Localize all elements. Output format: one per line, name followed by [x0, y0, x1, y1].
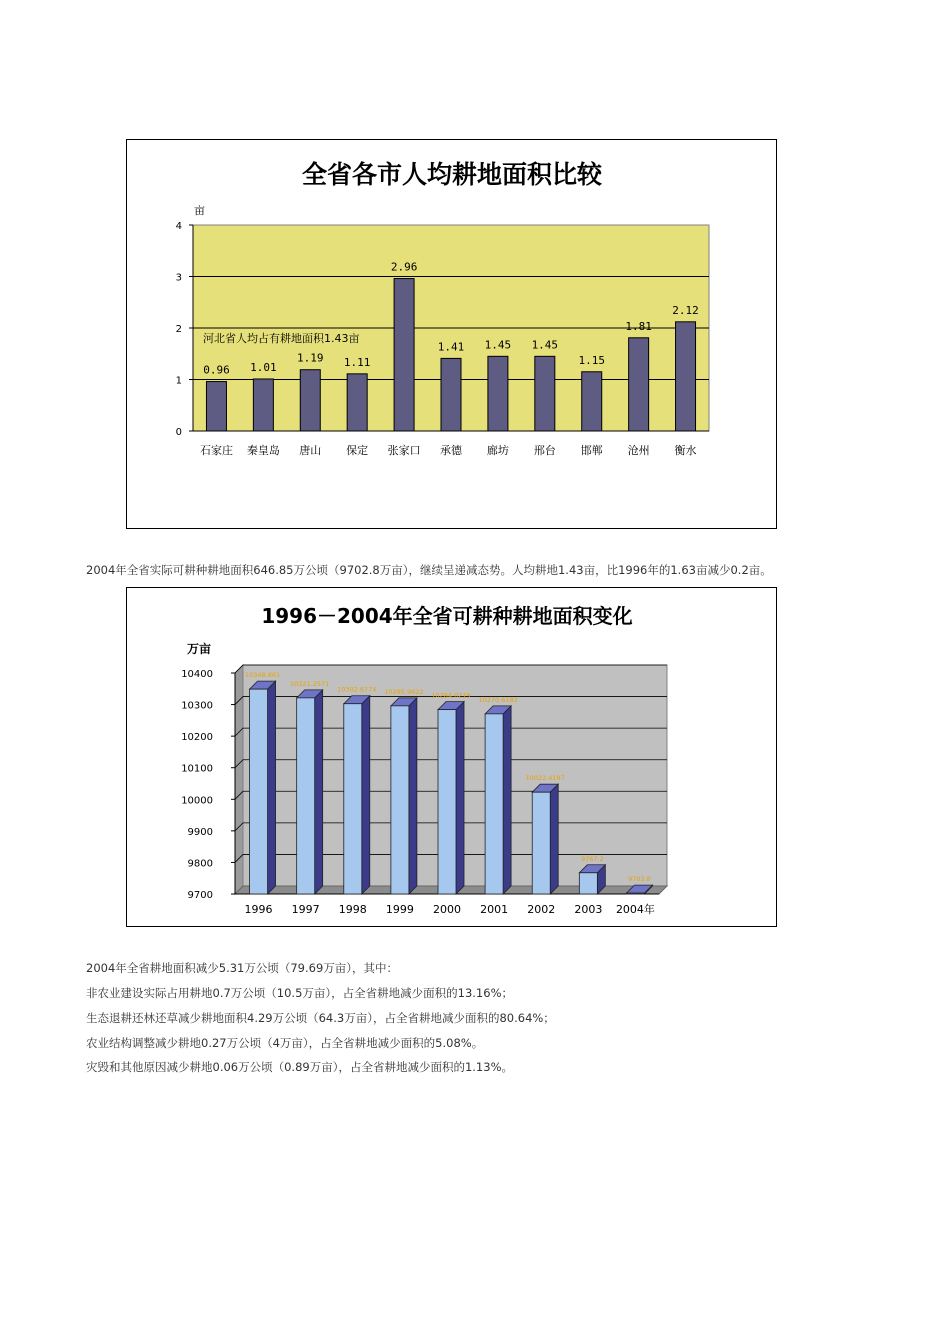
y-tick-label: 9700	[187, 890, 213, 901]
bar	[532, 792, 550, 894]
y-tick-label: 10300	[181, 700, 213, 712]
y-tick-label: 10000	[181, 795, 213, 807]
bar	[438, 710, 456, 894]
x-tick-label: 1999	[385, 903, 414, 916]
bar-value-label: 10270.6182	[478, 695, 518, 704]
bar-side	[456, 702, 464, 894]
bar-value-label: 10321.2571	[290, 679, 330, 688]
bar-value-label: 1.01	[250, 360, 277, 374]
bar	[535, 356, 555, 431]
x-tick-label: 1996	[244, 903, 273, 916]
bar-value-label: 1.45	[484, 338, 512, 352]
x-tick-label: 2001	[480, 903, 509, 916]
x-tick-label: 2002	[527, 903, 556, 916]
x-tick-label: 1998	[338, 903, 367, 916]
chart-frame-farmland-trend	[126, 587, 777, 927]
bar	[488, 356, 508, 431]
paragraph-summary: 2004年全省实际可耕种耕地面积646.85万公顷（9702.8万亩），继续呈递减态势。人均耕地1.43亩，比1996年的1.63亩减少0.2亩。	[86, 563, 772, 577]
bar-side	[503, 706, 511, 894]
bar-value-label: 10295.9622	[384, 687, 424, 696]
y-tick-label: 4	[175, 221, 182, 232]
x-tick-label: 廊坊	[486, 444, 509, 457]
bar-value-label: 1.81	[625, 319, 652, 333]
bar	[250, 689, 268, 894]
x-tick-label: 唐山	[299, 444, 322, 457]
paragraph-ecological-return: 生态退耕还林还草减少耕地面积4.29万公顷（64.3万亩），占全省耕地减少面积的80.64%；	[86, 1011, 555, 1025]
bar-value-label: 9767.2	[580, 854, 604, 863]
bar	[297, 698, 315, 894]
bar	[347, 374, 367, 431]
x-tick-label: 张家口	[387, 444, 421, 457]
bar	[582, 372, 602, 431]
paragraph-nonagri-construction: 非农业建设实际占用耕地0.7万公顷（10.5万亩），占全省耕地减少面积的13.16%；	[86, 986, 513, 1000]
bar-value-label: 1.19	[297, 351, 324, 365]
bar	[579, 873, 597, 894]
bar	[206, 382, 226, 431]
bar-value-label: 1.41	[437, 340, 465, 354]
paragraph-structure-adjust: 农业结构调整减少耕地0.27万公顷（4万亩），占全省耕地减少面积的5.08%。	[86, 1036, 484, 1050]
bar-chart-farmland-trend	[127, 588, 776, 926]
bar-value-label: 10302.6774	[337, 685, 377, 694]
bar-value-label: 10022.4197	[525, 774, 565, 783]
bar-value-label: 2.12	[672, 303, 699, 317]
x-tick-label: 邢台	[533, 444, 556, 457]
x-tick-label: 邯郸	[580, 444, 603, 457]
y-axis-label: 亩	[194, 204, 205, 217]
bar-side	[315, 690, 323, 894]
y-tick-label: 10200	[181, 732, 213, 744]
bar	[629, 338, 649, 431]
bar-side	[362, 696, 370, 894]
chart-title: 1996－2004年全省可耕种耕地面积变化	[261, 604, 633, 628]
x-tick-label: 2003	[574, 903, 603, 916]
x-tick-label: 沧州	[627, 444, 650, 457]
bar	[626, 893, 644, 894]
bar	[394, 279, 414, 431]
bar-value-label: 1.11	[343, 355, 371, 369]
y-tick-label: 2	[175, 324, 182, 335]
bar	[344, 704, 362, 894]
bar	[253, 379, 273, 431]
chart-title: 全省各市人均耕地面积比较	[301, 160, 603, 189]
y-tick-label: 10100	[181, 763, 213, 775]
bar-value-label: 2.96	[390, 260, 418, 274]
x-tick-label: 2004年	[615, 903, 655, 916]
y-axis-label: 万亩	[187, 642, 212, 656]
paragraph-reduction-intro: 2004年全省耕地面积减少5.31万公顷（79.69万亩），其中：	[86, 961, 399, 975]
bar-side	[268, 681, 276, 894]
bar-side	[409, 698, 417, 894]
bar-value-label: 10348.861	[244, 671, 281, 680]
y-tick-label: 0	[175, 427, 182, 438]
paragraph-disaster-other: 灾毁和其他原因减少耕地0.06万公顷（0.89万亩），占全省耕地减少面积的1.13%。	[86, 1060, 513, 1074]
chart-frame-city-farmland	[126, 139, 777, 529]
x-tick-label: 2000	[433, 903, 461, 916]
bar-value-label: 1.15	[578, 353, 605, 367]
plot-side-wall	[235, 665, 243, 894]
x-tick-label: 秦皇岛	[246, 444, 280, 457]
x-tick-label: 1997	[291, 903, 320, 916]
bar-value-label: 10284.0219	[431, 691, 471, 700]
y-tick-label: 10400	[181, 669, 213, 680]
x-tick-label: 石家庄	[199, 444, 233, 457]
y-tick-label: 1	[175, 375, 182, 387]
bar-chart-city-farmland	[127, 140, 776, 528]
bar-value-label: 0.96	[203, 363, 230, 377]
bar-side	[550, 784, 558, 894]
bar	[676, 322, 696, 431]
y-tick-label: 9900	[187, 826, 213, 838]
bar	[485, 714, 503, 894]
bar	[441, 358, 461, 431]
x-tick-label: 保定	[346, 444, 369, 457]
bar	[300, 370, 320, 431]
bar-value-label: 1.45	[531, 338, 559, 352]
x-tick-label: 承德	[440, 444, 462, 457]
y-tick-label: 9800	[187, 858, 213, 870]
bar-value-label: 9702.8	[628, 875, 651, 884]
bar	[391, 706, 409, 894]
annotation-provincial-average: 河北省人均占有耕地面积1.43亩	[203, 332, 360, 345]
x-tick-label: 衡水	[674, 444, 697, 457]
y-tick-label: 3	[175, 272, 182, 284]
